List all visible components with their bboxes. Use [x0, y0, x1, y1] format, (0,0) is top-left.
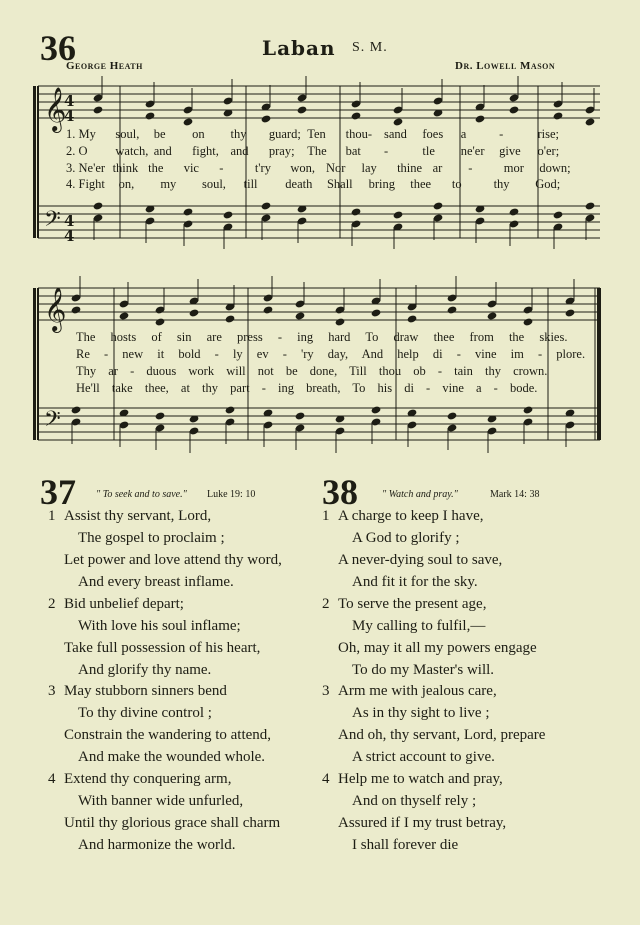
note-head: [223, 210, 234, 219]
note-head: [447, 411, 458, 420]
note-head: [225, 405, 236, 414]
system1-verse-2: [66, 144, 586, 159]
lyric-syllable: mor: [503, 161, 524, 175]
lyric-syllable: tle: [422, 144, 435, 158]
lyric-syllable: thy: [230, 127, 247, 141]
note-head: [263, 305, 274, 314]
lyric-syllable: sand: [384, 127, 407, 141]
note-head: [119, 311, 130, 320]
note-head: [351, 207, 362, 216]
lyric-syllable: vic: [183, 161, 199, 175]
lyric-syllable: death: [285, 177, 313, 191]
lyric-syllable: guard;: [268, 127, 301, 141]
note-head: [93, 105, 104, 114]
lyric-syllable: give: [499, 144, 521, 158]
lyric-syllable: lay: [361, 161, 377, 175]
lyric-syllable: 1. My: [66, 127, 96, 141]
lyric-syllable: -: [384, 144, 389, 158]
lyric-syllable: watch,: [115, 144, 149, 158]
hymn-37-stanza-2: 2 Bid unbelief depart; With love his soul inflame; Take full possession of his heart, And glorify thy name.: [48, 596, 261, 678]
lyric-syllable: ar: [432, 161, 443, 175]
hymn-37-stanza-4: 4 Extend thy conquering arm, With banner wide unfurled, Until thy glorious grace shall charm And harmonize the world.: [48, 771, 281, 853]
note-head: [585, 117, 596, 126]
lyric-syllable: the: [148, 161, 164, 175]
lyric-syllable: be: [153, 127, 166, 141]
lyric-syllable: fight,: [192, 144, 219, 158]
author-credit: George Heath: [66, 60, 143, 72]
note-head: [393, 210, 404, 219]
system1-verse-4: [66, 177, 586, 192]
lyric-syllable: thine: [397, 161, 423, 175]
note-head: [523, 317, 534, 326]
lyric-syllable: thee: [410, 177, 432, 191]
treble-clef-icon: 𝄞: [44, 287, 67, 331]
note-head: [433, 201, 444, 210]
note-head: [295, 411, 306, 420]
lyric-syllable: t'ry: [254, 161, 271, 175]
system2-verse-2: Re - new it bold - ly ev - 'ry day, And help di - vine im - plore.: [76, 347, 586, 361]
hymn-38-stanza-4: 4 Help me to watch and pray, And on thyself rely ; Assured if I my trust betray, I shall forever die: [322, 771, 507, 853]
hymn-37-epigraph: " To seek and to save.": [96, 489, 187, 500]
lyric-syllable: 3. Ne'er: [66, 161, 106, 175]
hymn-37-stanza-1: 1 Assist thy servant, Lord, The gospel to proclaim ; Let power and love attend thy word, And every breast inflame.: [48, 508, 282, 590]
lyric-syllable: down;: [539, 161, 571, 175]
note-head: [155, 317, 166, 326]
note-head: [393, 117, 404, 126]
system-brace: [33, 288, 36, 440]
lyric-syllable: till: [243, 177, 258, 191]
note-head: [189, 308, 200, 317]
system2-verse-3: Thy ar - duous work will not be done, Till thou ob - tain thy crown.: [76, 364, 548, 378]
system-brace: [33, 86, 36, 238]
note-head: [183, 207, 194, 216]
note-head: [487, 311, 498, 320]
lyric-syllable: 2. O: [66, 144, 88, 158]
lyric-syllable: rise;: [537, 127, 560, 141]
hymn-number-36: 36: [40, 28, 76, 68]
hymn-38-stanza-1: 1 A charge to keep I have, A God to glorify ; A never-dying soul to save, And fit it for the sky.: [322, 508, 503, 590]
note-head: [509, 207, 520, 216]
note-head: [71, 305, 82, 314]
hymn-37-stanza-3: 3 May stubborn sinners bend To thy divine control ; Constrain the wandering to attend, And make the wounded whole.: [48, 683, 272, 765]
lyric-syllable: my: [160, 177, 177, 191]
note-head: [183, 117, 194, 126]
lyric-syllable: to: [451, 177, 462, 191]
hymn-number-38: 38: [322, 472, 358, 512]
lyric-syllable: o'er;: [537, 144, 560, 158]
tune-name: Laban: [262, 36, 336, 60]
lyric-syllable: pray;: [268, 144, 295, 158]
note-head: [261, 114, 272, 123]
lyric-syllable: The: [307, 144, 327, 158]
hymn-38-epigraph: " Watch and pray.": [382, 489, 458, 500]
lyric-syllable: won,: [290, 161, 316, 175]
lyric-syllable: Shall: [326, 177, 353, 191]
lyric-syllable: soul,: [115, 127, 140, 141]
note-head: [145, 111, 156, 120]
lyric-syllable: God;: [535, 177, 561, 191]
hymn-38-reference: Mark 14: 38: [490, 489, 540, 500]
lyric-syllable: thou-: [345, 127, 373, 141]
note-head: [553, 210, 564, 219]
lyric-syllable: on: [192, 127, 205, 141]
lyric-syllable: Nor: [325, 161, 346, 175]
note-head: [93, 201, 104, 210]
time-signature-icon: 4: [64, 92, 75, 110]
bass-clef-icon: 𝄢: [44, 207, 61, 237]
lyric-syllable: -: [499, 127, 504, 141]
hymn-37-reference: Luke 19: 10: [207, 489, 256, 500]
lyric-syllable: thy: [493, 177, 510, 191]
hymn-38-stanza-2: 2 To serve the present age, My calling to fulfil,— Oh, may it all my powers engage To do my Master's will.: [322, 596, 537, 678]
lyric-syllable: and: [230, 144, 249, 158]
note-head: [71, 405, 82, 414]
lyric-syllable: -: [219, 161, 224, 175]
hymn-number-37: 37: [40, 472, 76, 512]
lyric-syllable: on,: [118, 177, 135, 191]
note-head: [351, 111, 362, 120]
note-head: [297, 105, 308, 114]
bass-clef-icon: 𝄢: [44, 407, 61, 437]
lyric-syllable: bring: [368, 177, 395, 191]
note-head: [371, 308, 382, 317]
lyric-syllable: soul,: [201, 177, 226, 191]
lyric-syllable: think: [112, 161, 139, 175]
note-head: [447, 305, 458, 314]
note-head: [475, 114, 486, 123]
final-bar-thick: [597, 288, 601, 440]
composer-credit: Dr. Lowell Mason: [455, 60, 556, 72]
time-signature-icon: 4: [64, 107, 75, 125]
note-head: [155, 411, 166, 420]
lyric-syllable: 4. Fight: [66, 177, 105, 191]
system2-verse-1: The hosts of sin are press - ing hard To draw thee from the skies.: [76, 330, 568, 344]
note-head: [335, 317, 346, 326]
lyric-syllable: -: [468, 161, 473, 175]
time-signature-icon: 4: [64, 212, 75, 230]
note-head: [565, 308, 576, 317]
time-signature-icon: 4: [64, 227, 75, 245]
hymn-38-stanza-3: 3 Arm me with jealous care, As in thy sight to live ; And oh, thy servant, Lord, prepare A strict account to give.: [322, 683, 546, 765]
lyric-syllable: ne'er: [460, 144, 485, 158]
meter: S. M.: [352, 40, 388, 55]
note-head: [371, 405, 382, 414]
lyric-syllable: Ten: [307, 127, 326, 141]
note-head: [261, 201, 272, 210]
system1-verse-1: [66, 127, 586, 142]
note-head: [225, 314, 236, 323]
system1-verse-3: [66, 161, 586, 176]
system2-verse-4: He'll take thee, at thy part - ing breath, To his di - vine a - bode.: [76, 381, 538, 395]
lyric-syllable: and: [153, 144, 172, 158]
note-head: [523, 405, 534, 414]
note-head: [407, 314, 418, 323]
note-head: [295, 311, 306, 320]
note-head: [509, 105, 520, 114]
lyric-syllable: bat: [345, 144, 361, 158]
treble-clef-icon: 𝄞: [44, 87, 67, 131]
lyric-syllable: a: [460, 127, 467, 141]
note-head: [585, 201, 596, 210]
lyric-syllable: foes: [422, 127, 444, 141]
note-head: [553, 111, 564, 120]
